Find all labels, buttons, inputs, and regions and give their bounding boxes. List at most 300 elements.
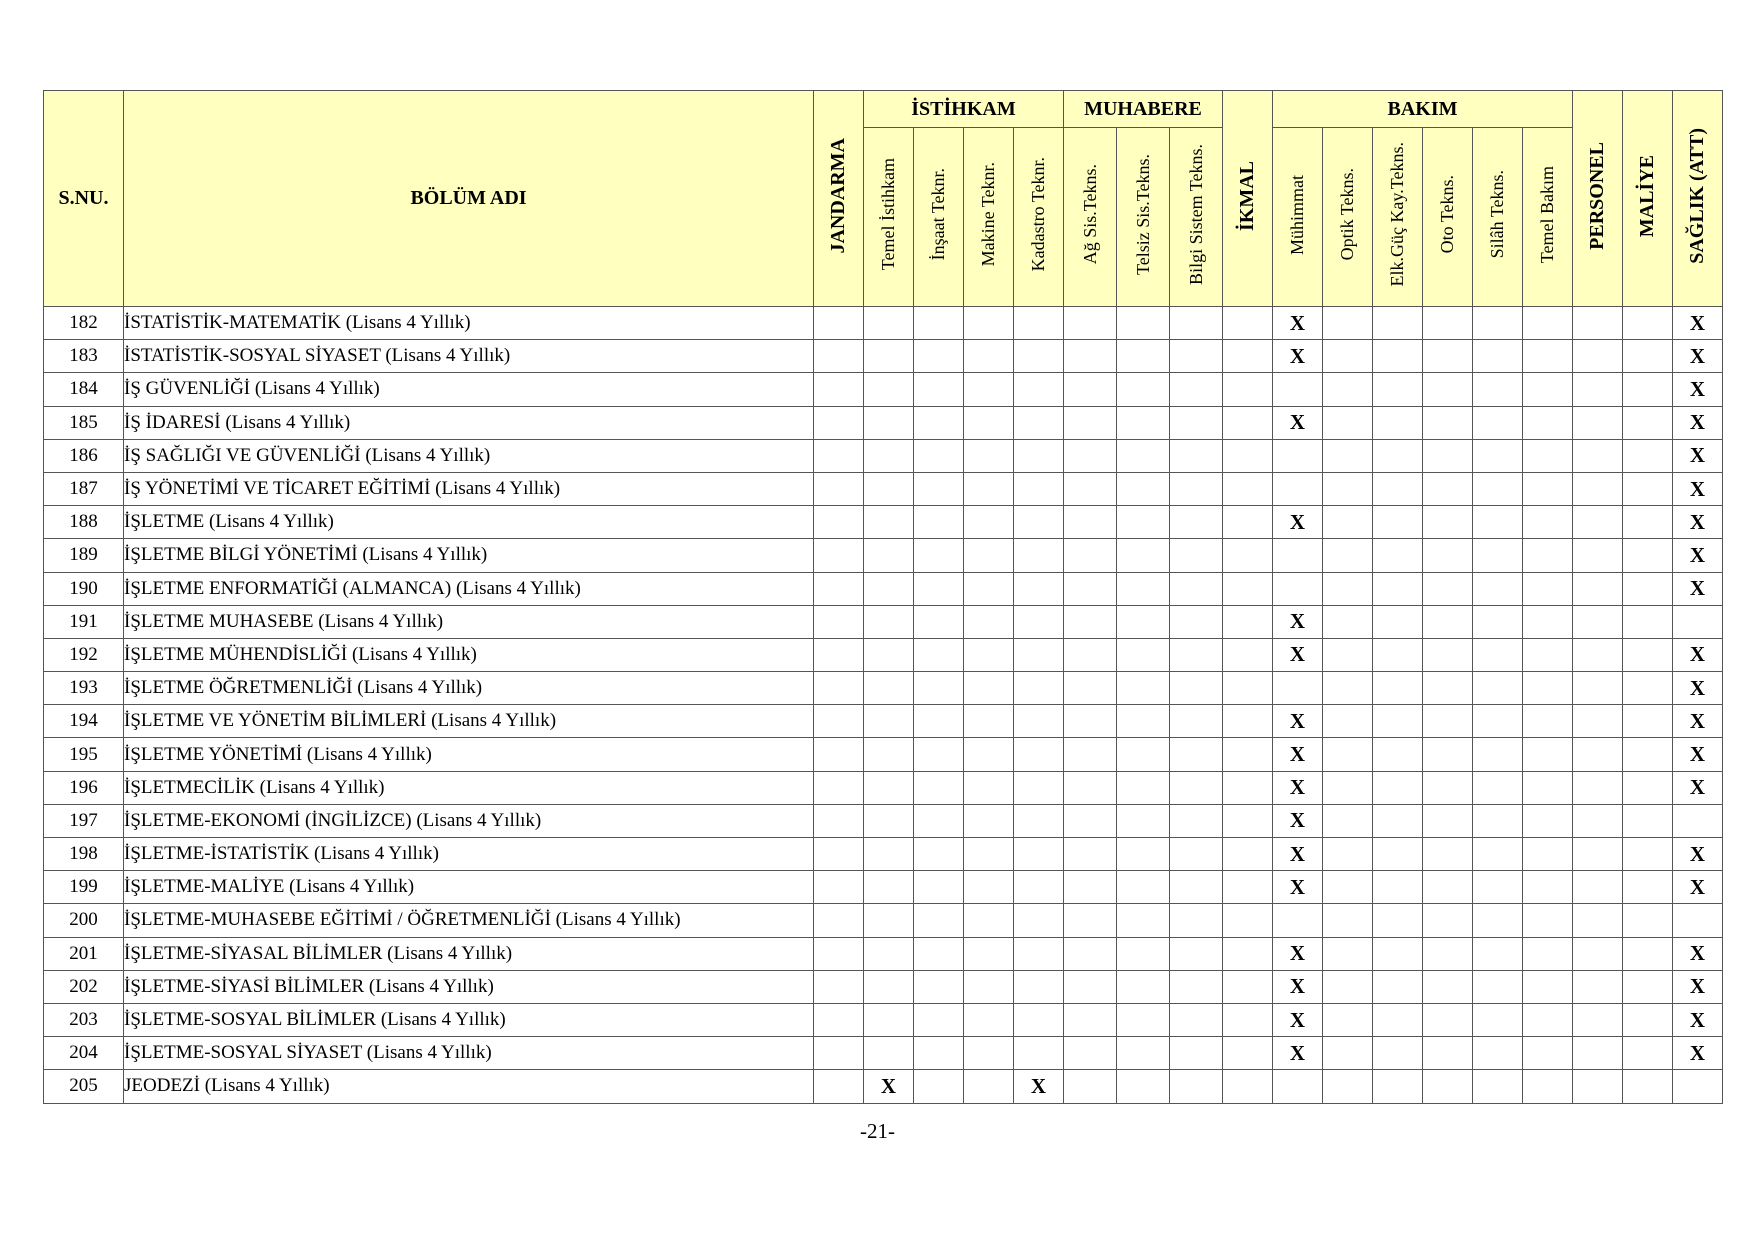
row-empty-cell: [1170, 838, 1223, 871]
row-mark-cell: X: [1673, 506, 1723, 539]
row-empty-cell: [1573, 672, 1623, 705]
row-empty-cell: [1223, 904, 1273, 937]
table-row: [44, 1003, 1723, 1036]
row-empty-cell: [1473, 572, 1523, 605]
row-empty-cell: [814, 472, 864, 505]
header-bakim: BAKIM: [1273, 91, 1573, 128]
row-empty-cell: [1117, 672, 1170, 705]
row-empty-cell: [1423, 672, 1473, 705]
row-empty-cell: [1170, 1070, 1223, 1103]
row-empty-cell: [1473, 373, 1523, 406]
row-empty-cell: [1064, 472, 1117, 505]
table-row: [44, 804, 1723, 837]
row-empty-cell: [1373, 406, 1423, 439]
row-empty-cell: [1323, 605, 1373, 638]
header-personel-label: PERSONEL: [1586, 142, 1608, 250]
header-kadastro-teknr: [1014, 128, 1064, 307]
row-mark-cell: X: [1673, 705, 1723, 738]
row-empty-cell: [964, 705, 1014, 738]
row-empty-cell: [814, 638, 864, 671]
row-department-name: İŞLETME-SİYASAL BİLİMLER (Lisans 4 Yıllık): [124, 937, 814, 970]
row-empty-cell: [1623, 771, 1673, 804]
row-empty-cell: [864, 307, 914, 340]
row-empty-cell: [1423, 638, 1473, 671]
row-empty-cell: [914, 638, 964, 671]
row-number: 195: [44, 738, 124, 771]
row-empty-cell: [1573, 605, 1623, 638]
row-empty-cell: [1573, 1070, 1623, 1103]
row-empty-cell: [1623, 439, 1673, 472]
row-mark-cell: X: [1273, 871, 1323, 904]
header-muhimmat: [1273, 128, 1323, 307]
row-empty-cell: [1423, 937, 1473, 970]
row-empty-cell: [1373, 605, 1423, 638]
row-mark-cell: X: [1273, 340, 1323, 373]
row-empty-cell: [1523, 738, 1573, 771]
row-mark-cell: X: [1273, 307, 1323, 340]
row-empty-cell: [1573, 1037, 1623, 1070]
row-empty-cell: [814, 838, 864, 871]
row-empty-cell: [1117, 472, 1170, 505]
row-empty-cell: [1523, 937, 1573, 970]
row-empty-cell: [914, 1070, 964, 1103]
row-empty-cell: [1573, 871, 1623, 904]
row-empty-cell: [1223, 738, 1273, 771]
table-row: [44, 439, 1723, 472]
row-empty-cell: [1273, 572, 1323, 605]
row-empty-cell: [1423, 738, 1473, 771]
row-empty-cell: [914, 838, 964, 871]
row-number: 196: [44, 771, 124, 804]
row-empty-cell: [864, 904, 914, 937]
row-department-name: İŞ GÜVENLİĞİ (Lisans 4 Yıllık): [124, 373, 814, 406]
header-saglik: [1673, 91, 1723, 307]
row-empty-cell: [814, 373, 864, 406]
row-empty-cell: [1170, 373, 1223, 406]
row-empty-cell: [1623, 672, 1673, 705]
row-number: 189: [44, 539, 124, 572]
row-mark-cell: X: [1673, 771, 1723, 804]
row-empty-cell: [1117, 1003, 1170, 1036]
row-number: 182: [44, 307, 124, 340]
row-empty-cell: [1423, 307, 1473, 340]
row-empty-cell: [1170, 937, 1223, 970]
row-empty-cell: [914, 605, 964, 638]
row-empty-cell: [1523, 472, 1573, 505]
row-mark-cell: X: [864, 1070, 914, 1103]
header-personel: [1573, 91, 1623, 307]
row-empty-cell: [1064, 871, 1117, 904]
row-empty-cell: [1673, 904, 1723, 937]
row-number: 204: [44, 1037, 124, 1070]
row-empty-cell: [864, 970, 914, 1003]
row-empty-cell: [964, 738, 1014, 771]
header-elk-guc-kay-tekns: [1373, 128, 1423, 307]
row-empty-cell: [1473, 1003, 1523, 1036]
row-empty-cell: [864, 472, 914, 505]
row-empty-cell: [1423, 771, 1473, 804]
row-department-name: İŞLETME VE YÖNETİM BİLİMLERİ (Lisans 4 Yıllık): [124, 705, 814, 738]
row-empty-cell: [964, 605, 1014, 638]
row-number: 202: [44, 970, 124, 1003]
row-empty-cell: [814, 871, 864, 904]
row-empty-cell: [864, 506, 914, 539]
row-mark-cell: X: [1273, 738, 1323, 771]
row-empty-cell: [1473, 1070, 1523, 1103]
row-empty-cell: [1373, 871, 1423, 904]
header-jandarma-label: JANDARMA: [827, 138, 849, 254]
row-empty-cell: [1623, 970, 1673, 1003]
table-row: [44, 373, 1723, 406]
row-empty-cell: [1523, 838, 1573, 871]
row-empty-cell: [1170, 539, 1223, 572]
row-empty-cell: [1323, 672, 1373, 705]
row-empty-cell: [964, 1003, 1014, 1036]
row-empty-cell: [814, 506, 864, 539]
header-ag-sis-tekns: [1064, 128, 1117, 307]
row-empty-cell: [1170, 1037, 1223, 1070]
row-empty-cell: [1064, 439, 1117, 472]
row-empty-cell: [1573, 373, 1623, 406]
row-empty-cell: [1117, 439, 1170, 472]
row-empty-cell: [1064, 373, 1117, 406]
row-empty-cell: [914, 572, 964, 605]
header-ikmal-label: İKMAL: [1236, 161, 1258, 231]
row-empty-cell: [1223, 672, 1273, 705]
row-empty-cell: [1623, 340, 1673, 373]
row-empty-cell: [1170, 904, 1223, 937]
row-empty-cell: [864, 638, 914, 671]
row-empty-cell: [1323, 871, 1373, 904]
row-empty-cell: [1064, 539, 1117, 572]
row-empty-cell: [1170, 340, 1223, 373]
row-empty-cell: [1523, 406, 1573, 439]
row-empty-cell: [1223, 804, 1273, 837]
row-empty-cell: [1064, 904, 1117, 937]
row-empty-cell: [914, 340, 964, 373]
row-empty-cell: [1223, 771, 1273, 804]
table-row: [44, 705, 1723, 738]
row-empty-cell: [1623, 738, 1673, 771]
row-empty-cell: [814, 705, 864, 738]
row-empty-cell: [814, 904, 864, 937]
row-number: 198: [44, 838, 124, 871]
header-optik-tekns: [1323, 128, 1373, 307]
row-empty-cell: [814, 771, 864, 804]
row-empty-cell: [1623, 506, 1673, 539]
row-empty-cell: [1473, 705, 1523, 738]
row-empty-cell: [1117, 738, 1170, 771]
row-mark-cell: X: [1673, 1003, 1723, 1036]
row-empty-cell: [1373, 472, 1423, 505]
row-empty-cell: [1014, 472, 1064, 505]
table-row: [44, 1037, 1723, 1070]
row-empty-cell: [1170, 705, 1223, 738]
row-empty-cell: [1523, 804, 1573, 837]
row-empty-cell: [1573, 307, 1623, 340]
row-empty-cell: [814, 738, 864, 771]
row-department-name: İŞ SAĞLIĞI VE GÜVENLİĞİ (Lisans 4 Yıllık): [124, 439, 814, 472]
row-empty-cell: [814, 937, 864, 970]
row-empty-cell: [1373, 1003, 1423, 1036]
row-empty-cell: [964, 638, 1014, 671]
row-number: 192: [44, 638, 124, 671]
row-empty-cell: [914, 307, 964, 340]
row-number: 183: [44, 340, 124, 373]
row-number: 187: [44, 472, 124, 505]
row-empty-cell: [1323, 705, 1373, 738]
row-empty-cell: [914, 705, 964, 738]
row-empty-cell: [1373, 771, 1423, 804]
row-mark-cell: X: [1273, 970, 1323, 1003]
table-row: [44, 738, 1723, 771]
header-optik-tekns-label: Optik Tekns.: [1337, 168, 1357, 261]
row-department-name: İSTATİSTİK-SOSYAL SİYASET (Lisans 4 Yıllık): [124, 340, 814, 373]
row-empty-cell: [1117, 771, 1170, 804]
row-empty-cell: [1423, 439, 1473, 472]
row-empty-cell: [1064, 838, 1117, 871]
row-empty-cell: [1323, 638, 1373, 671]
row-empty-cell: [964, 340, 1014, 373]
row-empty-cell: [1473, 638, 1523, 671]
row-empty-cell: [1014, 638, 1064, 671]
row-mark-cell: X: [1673, 937, 1723, 970]
row-mark-cell: X: [1673, 738, 1723, 771]
row-empty-cell: [1014, 605, 1064, 638]
row-empty-cell: [1573, 771, 1623, 804]
row-empty-cell: [914, 771, 964, 804]
header-maliye-label: MALİYE: [1636, 154, 1658, 238]
table-row: [44, 638, 1723, 671]
row-department-name: İŞLETME-SİYASİ BİLİMLER (Lisans 4 Yıllık): [124, 970, 814, 1003]
row-mark-cell: X: [1273, 406, 1323, 439]
row-empty-cell: [964, 307, 1014, 340]
row-empty-cell: [1323, 1003, 1373, 1036]
table-row: [44, 472, 1723, 505]
row-empty-cell: [964, 937, 1014, 970]
row-empty-cell: [1373, 804, 1423, 837]
row-empty-cell: [1623, 705, 1673, 738]
row-empty-cell: [1373, 1037, 1423, 1070]
row-empty-cell: [864, 705, 914, 738]
row-empty-cell: [964, 771, 1014, 804]
table-row: [44, 1070, 1723, 1103]
row-department-name: İŞ YÖNETİMİ VE TİCARET EĞİTİMİ (Lisans 4 Yıllık): [124, 472, 814, 505]
row-empty-cell: [1014, 439, 1064, 472]
row-department-name: İŞLETME MÜHENDİSLİĞİ (Lisans 4 Yıllık): [124, 638, 814, 671]
table-row: [44, 340, 1723, 373]
row-empty-cell: [1473, 970, 1523, 1003]
header-insaat-teknr: [914, 128, 964, 307]
table-row: [44, 307, 1723, 340]
row-empty-cell: [1323, 1037, 1373, 1070]
row-empty-cell: [1170, 1003, 1223, 1036]
row-empty-cell: [864, 871, 914, 904]
row-empty-cell: [914, 539, 964, 572]
row-empty-cell: [1373, 638, 1423, 671]
header-temel-istihkam-label: Temel İstihkam: [878, 158, 898, 271]
row-empty-cell: [964, 539, 1014, 572]
row-empty-cell: [1523, 705, 1573, 738]
row-empty-cell: [914, 672, 964, 705]
row-empty-cell: [1623, 937, 1673, 970]
header-silah-tekns: [1473, 128, 1523, 307]
row-mark-cell: X: [1273, 937, 1323, 970]
row-empty-cell: [1473, 771, 1523, 804]
row-empty-cell: [1623, 1037, 1673, 1070]
row-empty-cell: [964, 572, 1014, 605]
row-mark-cell: X: [1673, 638, 1723, 671]
row-empty-cell: [1473, 672, 1523, 705]
row-empty-cell: [1473, 539, 1523, 572]
row-empty-cell: [864, 937, 914, 970]
row-empty-cell: [1117, 340, 1170, 373]
row-empty-cell: [1273, 472, 1323, 505]
row-empty-cell: [1223, 506, 1273, 539]
row-empty-cell: [1673, 1070, 1723, 1103]
row-empty-cell: [1014, 406, 1064, 439]
row-department-name: İŞLETME MUHASEBE (Lisans 4 Yıllık): [124, 605, 814, 638]
row-mark-cell: X: [1273, 838, 1323, 871]
row-empty-cell: [1014, 539, 1064, 572]
row-number: 193: [44, 672, 124, 705]
row-empty-cell: [1373, 937, 1423, 970]
row-number: 190: [44, 572, 124, 605]
row-number: 203: [44, 1003, 124, 1036]
row-empty-cell: [1223, 970, 1273, 1003]
row-empty-cell: [1170, 506, 1223, 539]
header-temel-bakim: [1523, 128, 1573, 307]
row-mark-cell: X: [1673, 340, 1723, 373]
row-empty-cell: [1323, 738, 1373, 771]
row-empty-cell: [1117, 605, 1170, 638]
row-empty-cell: [1373, 439, 1423, 472]
row-empty-cell: [1117, 406, 1170, 439]
row-empty-cell: [814, 307, 864, 340]
row-empty-cell: [1473, 838, 1523, 871]
header-muhabere: MUHABERE: [1064, 91, 1223, 128]
row-empty-cell: [964, 672, 1014, 705]
row-empty-cell: [1373, 572, 1423, 605]
row-empty-cell: [1523, 340, 1573, 373]
row-empty-cell: [1473, 937, 1523, 970]
row-department-name: İSTATİSTİK-MATEMATİK (Lisans 4 Yıllık): [124, 307, 814, 340]
row-empty-cell: [864, 672, 914, 705]
row-empty-cell: [1117, 572, 1170, 605]
row-empty-cell: [1323, 804, 1373, 837]
table-row: [44, 937, 1723, 970]
row-empty-cell: [1170, 472, 1223, 505]
row-empty-cell: [1170, 572, 1223, 605]
table-row: [44, 539, 1723, 572]
row-empty-cell: [1373, 970, 1423, 1003]
table-row: [44, 572, 1723, 605]
row-empty-cell: [1523, 572, 1573, 605]
row-mark-cell: X: [1673, 307, 1723, 340]
row-empty-cell: [1373, 738, 1423, 771]
row-empty-cell: [1014, 672, 1064, 705]
row-empty-cell: [1323, 539, 1373, 572]
row-empty-cell: [864, 605, 914, 638]
row-empty-cell: [814, 340, 864, 373]
row-empty-cell: [1673, 605, 1723, 638]
row-empty-cell: [1573, 1003, 1623, 1036]
row-empty-cell: [814, 970, 864, 1003]
row-empty-cell: [964, 373, 1014, 406]
row-empty-cell: [1323, 904, 1373, 937]
row-empty-cell: [1573, 439, 1623, 472]
header-maliye: [1623, 91, 1673, 307]
row-empty-cell: [864, 1037, 914, 1070]
row-empty-cell: [1117, 307, 1170, 340]
row-empty-cell: [1423, 1070, 1473, 1103]
row-empty-cell: [814, 439, 864, 472]
row-empty-cell: [964, 838, 1014, 871]
row-empty-cell: [1423, 572, 1473, 605]
row-empty-cell: [1523, 1037, 1573, 1070]
row-empty-cell: [1473, 506, 1523, 539]
row-mark-cell: X: [1673, 970, 1723, 1003]
row-empty-cell: [1117, 506, 1170, 539]
row-empty-cell: [1373, 373, 1423, 406]
row-empty-cell: [1223, 340, 1273, 373]
row-empty-cell: [1623, 804, 1673, 837]
row-empty-cell: [1523, 506, 1573, 539]
row-number: 185: [44, 406, 124, 439]
header-makine-teknr: [964, 128, 1014, 307]
table-row: [44, 605, 1723, 638]
row-empty-cell: [1117, 970, 1170, 1003]
row-empty-cell: [1064, 506, 1117, 539]
row-empty-cell: [964, 1037, 1014, 1070]
header-telsiz-sis-tekns-label: Telsiz Sis.Tekns.: [1132, 154, 1153, 275]
row-empty-cell: [1273, 904, 1323, 937]
row-empty-cell: [1014, 970, 1064, 1003]
header-temel-bakim-label: Temel Bakım: [1537, 165, 1557, 264]
row-empty-cell: [914, 406, 964, 439]
row-mark-cell: X: [1673, 838, 1723, 871]
header-istihkam: İSTİHKAM: [864, 91, 1064, 128]
row-empty-cell: [914, 738, 964, 771]
row-empty-cell: [1423, 904, 1473, 937]
row-empty-cell: [1323, 506, 1373, 539]
header-muhimmat-label: Mühimmat: [1287, 174, 1307, 255]
row-empty-cell: [1373, 506, 1423, 539]
row-empty-cell: [1623, 572, 1673, 605]
row-mark-cell: X: [1673, 572, 1723, 605]
row-empty-cell: [1223, 406, 1273, 439]
header-bolum-adi: BÖLÜM ADI: [124, 91, 814, 307]
row-empty-cell: [1223, 638, 1273, 671]
row-empty-cell: [1573, 638, 1623, 671]
row-empty-cell: [1223, 472, 1273, 505]
row-empty-cell: [1523, 1070, 1573, 1103]
row-empty-cell: [1064, 738, 1117, 771]
table-body: [44, 307, 1723, 1104]
row-empty-cell: [964, 970, 1014, 1003]
row-empty-cell: [1373, 705, 1423, 738]
row-number: 201: [44, 937, 124, 970]
row-department-name: İŞLETME-İSTATİSTİK (Lisans 4 Yıllık): [124, 838, 814, 871]
row-empty-cell: [1117, 1070, 1170, 1103]
row-empty-cell: [1117, 638, 1170, 671]
row-empty-cell: [814, 406, 864, 439]
row-empty-cell: [1473, 1037, 1523, 1070]
row-empty-cell: [864, 804, 914, 837]
row-mark-cell: X: [1273, 1037, 1323, 1070]
row-empty-cell: [1323, 307, 1373, 340]
row-empty-cell: [964, 871, 1014, 904]
